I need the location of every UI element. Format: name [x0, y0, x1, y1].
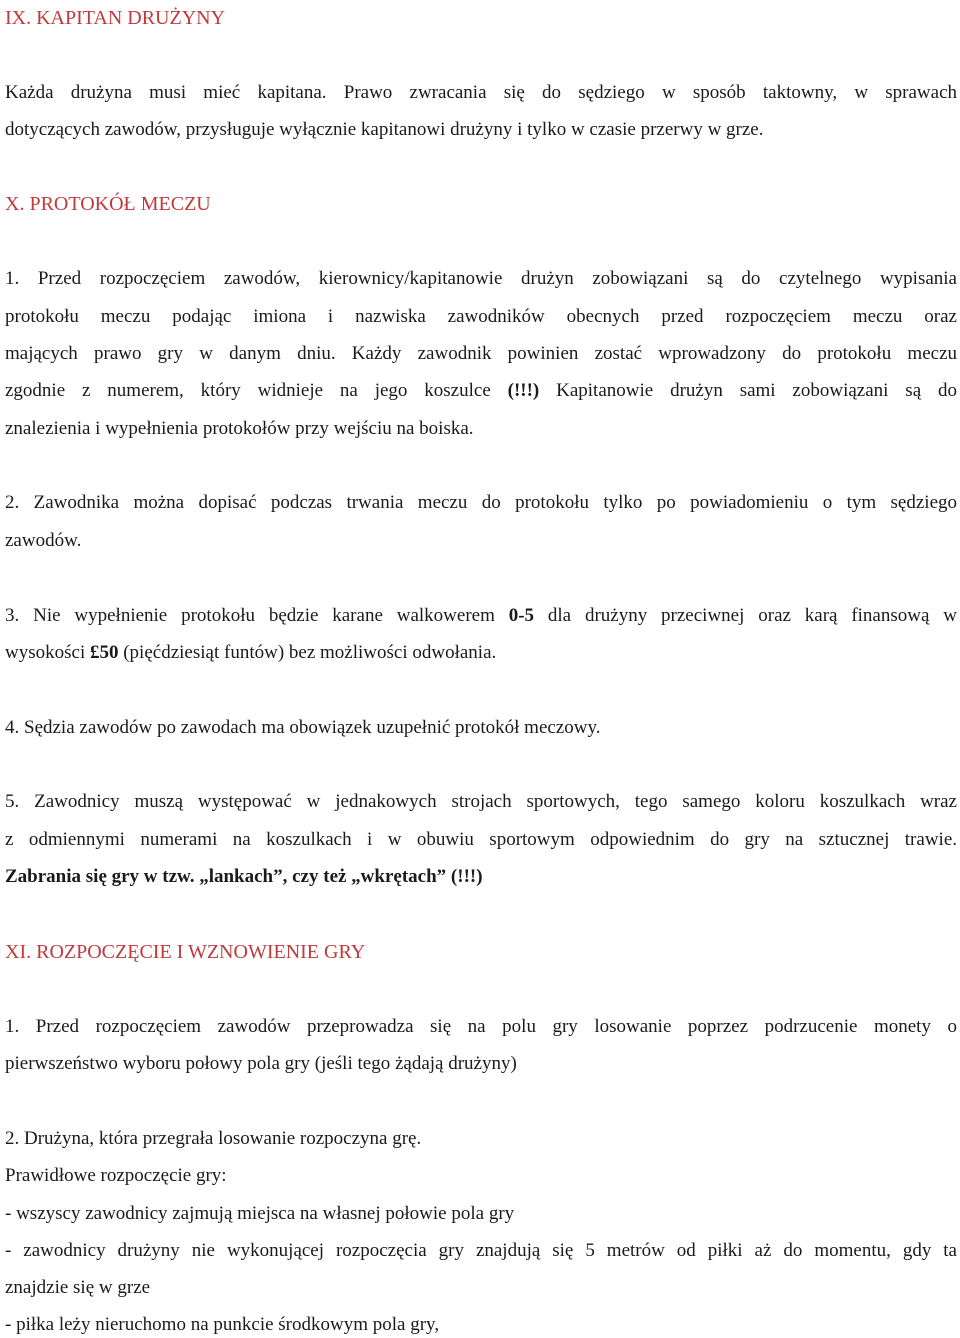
paragraph-line: 1. Przed rozpoczęciem zawodów przeprowadza się na polu gry losowanie poprzez podrzucenie monety o [5, 1016, 957, 1037]
paragraph-line [5, 379, 957, 403]
section-heading-kapitan: IX. KAPITAN DRUŻYNY [5, 7, 226, 29]
paragraph-line-bold: Zabrania się gry w tzw. „lankach”, czy też „wkrętach” (!!!) [5, 866, 483, 887]
list-item: - wszyscy zawodnicy zajmują miejsca na własnej połowie pola gry [5, 1203, 515, 1224]
paragraph-line [5, 604, 957, 628]
paragraph-line: zawodów. [5, 530, 82, 551]
text-run: (pięćdziesiąt funtów) bez możliwości odwołania. [118, 642, 497, 663]
text-run: zgodnie z numerem, który widnieje na jego koszulce [5, 380, 508, 401]
paragraph-line: 4. Sędzia zawodów po zawodach ma obowiązek uzupełnić protokół meczowy. [5, 717, 601, 738]
text-run: 3. Nie wypełnienie protokołu będzie karane walkowerem [5, 605, 509, 626]
list-item-continuation: znajdzie się w grze [5, 1277, 151, 1298]
emphasis-text: 0-5 [508, 605, 535, 626]
paragraph-line: mających prawo gry w danym dniu. Każdy zawodnik powinien zostać wprowadzony do protokołu meczu [5, 343, 957, 364]
paragraph-line: protokołu meczu podając imiona i nazwiska zawodników obecnych przed rozpoczęciem meczu oraz [5, 306, 957, 327]
emphasis-text: £50 [89, 642, 119, 663]
paragraph-line [5, 641, 957, 665]
list-item: - zawodnicy drużyny nie wykonującej rozpoczęcia gry znajdują się 5 metrów od piłki aż do momentu, gdy ta [5, 1240, 957, 1261]
paragraph-line: 2. Drużyna, która przegrała losowanie rozpoczyna grę. [5, 1128, 422, 1149]
paragraph-line: Każda drużyna musi mieć kapitana. Prawo zwracania się do sędziego w sposób taktowny, w sprawach [5, 82, 957, 103]
paragraph-line: z odmiennymi numerami na koszulkach i w obuwiu sportowym odpowiednim do gry na sztucznej trawie. [5, 829, 957, 850]
section-heading-rozpoczecie: XI. ROZPOCZĘCIE I WZNOWIENIE GRY [5, 941, 366, 963]
paragraph-line: znalezienia i wypełnienia protokołów przy wejściu na boiska. [5, 418, 474, 439]
paragraph-line: 5. Zawodnicy muszą występować w jednakowych strojach sportowych, tego samego koloru koszulkach wraz [5, 791, 957, 812]
paragraph-line: Prawidłowe rozpoczęcie gry: [5, 1165, 227, 1186]
text-run: Kapitanowie drużyn sami zobowiązani są do [539, 380, 957, 401]
section-heading-protokol: X. PROTOKÓŁ MECZU [5, 193, 211, 215]
paragraph-line: 2. Zawodnika można dopisać podczas trwania meczu do protokołu tylko po powiadomieniu o tym sędziego [5, 492, 957, 513]
list-item: - piłka leży nieruchomo na punkcie środkowym pola gry, [5, 1314, 440, 1335]
text-run: wysokości [5, 642, 90, 663]
paragraph-line: pierwszeństwo wyboru połowy pola gry (jeśli tego żądają drużyny) [5, 1053, 517, 1074]
paragraph-line: 1. Przed rozpoczęciem zawodów, kierownicy/kapitanowie drużyn zobowiązani są do czytelnego wypisania [5, 268, 957, 289]
paragraph-line: dotyczących zawodów, przysługuje wyłącznie kapitanowi drużyny i tylko w czasie przerwy w grze. [5, 119, 764, 140]
emphasis-text: (!!!) [507, 380, 540, 401]
text-run: dla drużyny przeciwnej oraz karą finansową w [534, 605, 957, 626]
